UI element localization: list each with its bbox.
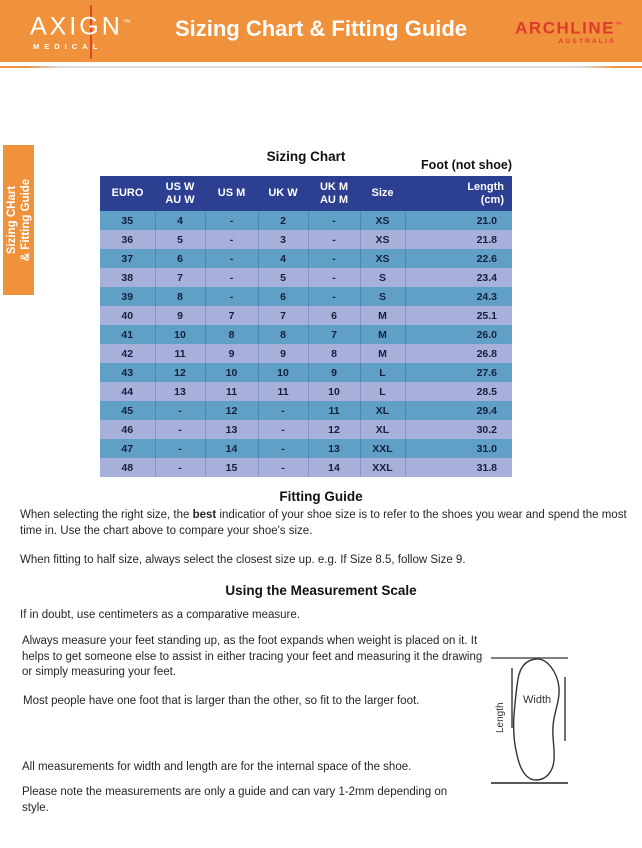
table-cell: 30.2 [405, 420, 512, 439]
table-cell: 5 [258, 268, 308, 287]
table-cell: - [205, 211, 258, 230]
table-cell: L [360, 363, 405, 382]
axign-logo-text: AXIGN [30, 12, 123, 41]
table-cell: 4 [258, 249, 308, 268]
table-cell: 12 [155, 363, 205, 382]
table-cell: 10 [308, 382, 360, 401]
table-cell: - [258, 458, 308, 477]
table-cell: - [258, 420, 308, 439]
table-cell: - [308, 211, 360, 230]
side-tab-line2: & Fitting Guide [19, 178, 32, 262]
sizing-chart-title: Sizing Chart [266, 149, 346, 164]
axign-logo-subtext: MEDICAL [33, 42, 103, 52]
table-cell: 8 [205, 325, 258, 344]
table-cell: 9 [308, 363, 360, 382]
fitting-guide-paragraph-1 [20, 508, 636, 539]
table-cell: - [308, 249, 360, 268]
table-cell: - [155, 420, 205, 439]
table-cell: 23.4 [405, 268, 512, 287]
table-cell: 31.8 [405, 458, 512, 477]
table-cell: - [205, 268, 258, 287]
table-row [100, 458, 512, 477]
table-cell: - [308, 268, 360, 287]
archline-trademark: ™ [615, 22, 622, 29]
table-cell: 39 [100, 287, 155, 306]
table-row [100, 363, 512, 382]
table-cell: 7 [308, 325, 360, 344]
column-header: Size [360, 176, 405, 211]
table-cell: 41 [100, 325, 155, 344]
fitting-guide-p1-bold: best [192, 509, 217, 521]
table-cell: XS [360, 211, 405, 230]
table-cell: 21.8 [405, 230, 512, 249]
table-cell: 10 [155, 325, 205, 344]
foot-not-shoe-note: Foot (not shoe) [421, 158, 512, 172]
table-cell: 11 [258, 382, 308, 401]
table-row [100, 439, 512, 458]
table-row [100, 382, 512, 401]
table-cell: - [308, 230, 360, 249]
table-cell: 2 [258, 211, 308, 230]
table-cell: 46 [100, 420, 155, 439]
table-cell: 13 [155, 382, 205, 401]
measurement-paragraph-3: Most people have one foot that is larger than the other, so fit to the larger foot. [23, 695, 420, 707]
table-cell: - [205, 249, 258, 268]
foot-measurement-diagram [486, 641, 642, 806]
table-cell: - [258, 439, 308, 458]
table-cell: 43 [100, 363, 155, 382]
table-cell: 3 [258, 230, 308, 249]
side-tab [3, 145, 34, 295]
table-cell: 24.3 [405, 287, 512, 306]
axign-trademark: ™ [122, 18, 131, 27]
column-header: US W AU W [155, 176, 205, 211]
table-row [100, 420, 512, 439]
archline-logo-subtext: AUSTRALIA [558, 37, 616, 45]
table-cell: XL [360, 420, 405, 439]
table-cell: 9 [205, 344, 258, 363]
fitting-guide-paragraph-2: When fitting to half size, always select the closest size up. e.g. If Size 8.5, follow Size 9. [20, 554, 466, 566]
table-row [100, 306, 512, 325]
table-row [100, 211, 512, 230]
column-header: EURO [100, 176, 155, 211]
table-cell: S [360, 268, 405, 287]
table-row [100, 287, 512, 306]
table-cell: M [360, 325, 405, 344]
table-cell: 26.8 [405, 344, 512, 363]
foot-outline [514, 659, 559, 780]
table-cell: M [360, 344, 405, 363]
table-cell: 47 [100, 439, 155, 458]
table-cell: - [155, 439, 205, 458]
table-cell: 11 [205, 382, 258, 401]
table-cell: 10 [205, 363, 258, 382]
table-cell: 42 [100, 344, 155, 363]
table-header-row [100, 176, 512, 211]
table-cell: - [308, 287, 360, 306]
table-cell: 15 [205, 458, 258, 477]
page-title: Sizing Chart & Fitting Guide [174, 16, 468, 41]
measurement-heading: Using the Measurement Scale [225, 583, 417, 598]
table-cell: 5 [155, 230, 205, 249]
axign-logo-name [30, 9, 150, 40]
measurement-paragraph-4: All measurements for width and length are for the internal space of the shoe. [22, 761, 412, 773]
table-cell: 40 [100, 306, 155, 325]
table-row [100, 230, 512, 249]
table-cell: 9 [155, 306, 205, 325]
table-cell: 8 [155, 287, 205, 306]
table-row [100, 325, 512, 344]
table-cell: 12 [308, 420, 360, 439]
table-cell: 44 [100, 382, 155, 401]
table-cell: 37 [100, 249, 155, 268]
side-tab-label [5, 179, 33, 261]
table-cell: 13 [205, 420, 258, 439]
width-label: Width [523, 694, 552, 706]
table-cell: S [360, 287, 405, 306]
measurement-paragraph-2: Always measure your feet standing up, as the foot expands when weight is placed on it. It helps to get someone else to assist in either tracing your feet and measuring it the drawing or simply measuring your feet. [22, 635, 483, 678]
table-cell: XS [360, 230, 405, 249]
table-cell: - [205, 287, 258, 306]
table-cell: - [155, 458, 205, 477]
archline-logo [515, 17, 622, 45]
table-cell: 7 [155, 268, 205, 287]
table-cell: 27.6 [405, 363, 512, 382]
archline-logo-name [515, 17, 622, 37]
table-cell: 8 [258, 325, 308, 344]
table-cell: 25.1 [405, 306, 512, 325]
header-bar [0, 0, 642, 62]
table-cell: 13 [308, 439, 360, 458]
table-cell: 21.0 [405, 211, 512, 230]
table-cell: XS [360, 249, 405, 268]
measurement-paragraph-5: Please note the measurements are only a guide and can vary 1-2mm depending on style. [22, 786, 448, 814]
table-cell: 35 [100, 211, 155, 230]
table-cell: 36 [100, 230, 155, 249]
table-cell: 7 [205, 306, 258, 325]
table-cell: XXL [360, 458, 405, 477]
table-cell: 45 [100, 401, 155, 420]
fitting-guide-heading: Fitting Guide [279, 489, 363, 504]
table-cell: 31.0 [405, 439, 512, 458]
fitting-guide-p1-after: indicatior of your shoe size is to refer to the shoes you wear and spend the most time in. Use the chart above to compare your shoe's size. [20, 509, 627, 537]
table-cell: 6 [258, 287, 308, 306]
table-cell: L [360, 382, 405, 401]
table-row [100, 249, 512, 268]
table-cell: XXL [360, 439, 405, 458]
table-cell: 29.4 [405, 401, 512, 420]
table-cell: 38 [100, 268, 155, 287]
measurement-paragraph-1: If in doubt, use centimeters as a comparative measure. [20, 609, 300, 621]
table-cell: - [205, 230, 258, 249]
table-cell: 8 [308, 344, 360, 363]
table-cell: 10 [258, 363, 308, 382]
table-cell: 7 [258, 306, 308, 325]
table-cell: 14 [308, 458, 360, 477]
table-cell: 4 [155, 211, 205, 230]
side-tab-line1: Sizing CHart [5, 185, 18, 255]
header-divider [0, 66, 642, 68]
table-cell: - [258, 401, 308, 420]
sizing-chart-table [100, 176, 512, 477]
column-header: US M [205, 176, 258, 211]
table-cell: 26.0 [405, 325, 512, 344]
table-cell: 22.6 [405, 249, 512, 268]
table-cell: XL [360, 401, 405, 420]
fitting-guide-p1-before: When selecting the right size, the [20, 509, 193, 521]
column-header: UK M AU M [308, 176, 360, 211]
table-cell: 11 [155, 344, 205, 363]
column-header: UK W [258, 176, 308, 211]
table-cell: 14 [205, 439, 258, 458]
axign-logo [30, 9, 150, 57]
table-cell: M [360, 306, 405, 325]
archline-logo-text: ARCHLINE [515, 18, 615, 38]
table-cell: 28.5 [405, 382, 512, 401]
column-header: Length (cm) [405, 176, 512, 211]
table-cell: - [155, 401, 205, 420]
table-cell: 6 [308, 306, 360, 325]
table-cell: 12 [205, 401, 258, 420]
table-cell: 11 [308, 401, 360, 420]
table-row [100, 268, 512, 287]
table-cell: 6 [155, 249, 205, 268]
table-cell: 9 [258, 344, 308, 363]
table-row [100, 344, 512, 363]
table-cell: 48 [100, 458, 155, 477]
length-label: Length [495, 702, 506, 733]
table-row [100, 401, 512, 420]
